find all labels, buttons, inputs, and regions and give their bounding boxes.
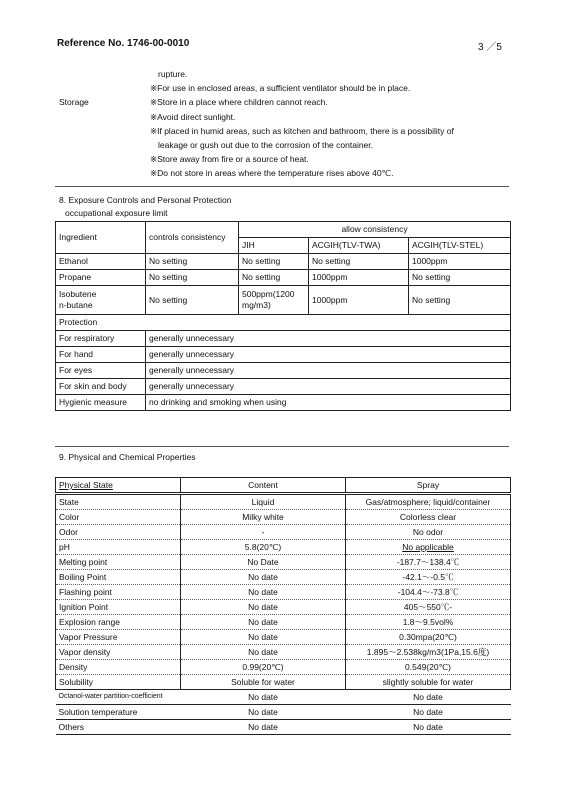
cell	[56, 286, 146, 315]
cell: 1000ppm	[309, 286, 409, 315]
cell: No date	[181, 645, 346, 660]
reference-number: Reference No. 1746-00-0010	[57, 38, 190, 49]
cell: Others	[56, 720, 181, 735]
exposure-table	[55, 221, 511, 411]
cell: No setting	[146, 254, 239, 270]
col-stel: ACGIH(TLV-STEL)	[409, 238, 511, 254]
table-row	[56, 720, 511, 735]
table-row	[56, 615, 511, 630]
cell: -	[181, 525, 346, 540]
table-row	[56, 315, 511, 331]
storage-line: ※Store in a place where children cannot reach.	[150, 97, 328, 108]
cell: pH	[56, 540, 181, 555]
cell-line: 500ppm(1200	[242, 289, 295, 299]
page-number: 3 ／5	[478, 42, 502, 53]
protection-label: Protection	[56, 315, 511, 331]
cell: generally unnecessary	[146, 363, 511, 379]
cell: 5.8(20℃)	[181, 540, 346, 555]
cell: 1000ppm	[309, 270, 409, 286]
cell: No date	[346, 705, 511, 720]
table-row	[56, 494, 511, 510]
cell: No date	[181, 720, 346, 735]
cell: Colorless clear	[346, 510, 511, 525]
cell: No date	[181, 705, 346, 720]
cell: No date	[181, 570, 346, 585]
cell: Propane	[56, 270, 146, 286]
cell: -42.1～-0.5℃	[346, 570, 511, 585]
table-row	[56, 379, 511, 395]
storage-line: ※Store away from fire or a source of heat.	[150, 154, 309, 165]
cell: 1.895～2.538kg/m3(1Pa,15.6度)	[346, 645, 511, 660]
table-row	[56, 363, 511, 379]
cell: 1.8～9.5vol%	[346, 615, 511, 630]
section-9-title: 9. Physical and Chemical Properties	[59, 452, 196, 462]
cell: No setting	[239, 254, 309, 270]
cell-line: n-butane	[59, 300, 93, 310]
cell: State	[56, 494, 181, 510]
divider	[55, 446, 509, 447]
section-8-subtitle: occupational exposure limit	[65, 208, 168, 218]
cell: For hand	[56, 347, 146, 363]
table-header-row	[56, 478, 511, 494]
cell: 1000ppm	[409, 254, 511, 270]
col-twa: ACGIH(TLV-TWA)	[309, 238, 409, 254]
cell: Color	[56, 510, 181, 525]
cell: 0.99(20℃)	[181, 660, 346, 675]
table-row	[56, 525, 511, 540]
cell: Flashing point	[56, 585, 181, 600]
cell: No setting	[146, 270, 239, 286]
cell: generally unnecessary	[146, 379, 511, 395]
cell: generally unnecessary	[146, 331, 511, 347]
cell-line: Isobutene	[59, 289, 97, 299]
storage-line: ※For use in enclosed areas, a sufficient ventilator should be in place.	[150, 83, 411, 94]
cell: No setting	[409, 286, 511, 315]
table-row	[56, 645, 511, 660]
table-row	[56, 347, 511, 363]
table-row	[56, 660, 511, 675]
table-row	[56, 705, 511, 720]
cell: Milky white	[181, 510, 346, 525]
storage-line: rupture.	[158, 69, 188, 79]
cell: No setting	[146, 286, 239, 315]
cell: Solubility	[56, 675, 181, 690]
cell: Liquid	[181, 494, 346, 510]
cell: slightly soluble for water	[346, 675, 511, 690]
col-content: Content	[181, 478, 346, 494]
table-row	[56, 570, 511, 585]
storage-label: Storage	[59, 97, 89, 107]
table-row	[56, 675, 511, 690]
storage-line: ※If placed in humid areas, such as kitchen and bathroom, there is a possibility of	[150, 125, 454, 136]
col-jih: JIH	[239, 238, 309, 254]
cell: For skin and body	[56, 379, 146, 395]
table-row	[56, 510, 511, 525]
cell: No date	[181, 585, 346, 600]
table-row	[56, 600, 511, 615]
cell: No date	[181, 630, 346, 645]
cell: No date	[346, 690, 511, 705]
cell: For respiratory	[56, 331, 146, 347]
cell: Melting point	[56, 555, 181, 570]
cell: For eyes	[56, 363, 146, 379]
storage-instructions	[150, 67, 515, 181]
cell: No date	[181, 600, 346, 615]
divider	[55, 186, 509, 187]
table-row	[56, 286, 511, 315]
cell: Vapor Pressure	[56, 630, 181, 645]
cell: No date	[181, 615, 346, 630]
table-row	[56, 254, 511, 270]
cell: No setting	[409, 270, 511, 286]
table-row	[56, 331, 511, 347]
table-row	[56, 555, 511, 570]
col-spray: Spray	[346, 478, 511, 494]
cell: No date	[181, 690, 346, 705]
cell: Ethanol	[56, 254, 146, 270]
cell: Octanol-water partition-coefficient	[56, 690, 181, 705]
cell: Explosion range	[56, 615, 181, 630]
table-row	[56, 540, 511, 555]
cell: Boiling Point	[56, 570, 181, 585]
cell-line: mg/m3)	[242, 300, 271, 310]
cell: Solution temperature	[56, 705, 181, 720]
cell: 0.30mpa(20℃)	[346, 630, 511, 645]
storage-line: leakage or gush out due to the corrosion of the container.	[158, 140, 374, 151]
properties-table	[55, 477, 511, 735]
cell: No setting	[239, 270, 309, 286]
table-row	[56, 395, 511, 411]
table-row	[56, 690, 511, 705]
cell: Hygienic measure	[56, 395, 146, 411]
cell: No date	[346, 720, 511, 735]
cell: No setting	[309, 254, 409, 270]
cell	[239, 286, 309, 315]
cell: Density	[56, 660, 181, 675]
table-row	[56, 270, 511, 286]
storage-line: ※Do not store in areas where the temperature rises above 40℃.	[150, 168, 394, 179]
cell: Gas/atmosphere; liquid/container	[346, 494, 511, 510]
table-row	[56, 630, 511, 645]
cell: generally unnecessary	[146, 347, 511, 363]
section-8-title: 8. Exposure Controls and Personal Protection	[59, 195, 232, 205]
cell: 405～550℃-	[346, 600, 511, 615]
cell: No odor	[346, 525, 511, 540]
cell: Vapor density	[56, 645, 181, 660]
cell: -104.4～-73.8℃	[346, 585, 511, 600]
col-ingredient: Ingredient	[56, 222, 146, 254]
cell: Soluble for water	[181, 675, 346, 690]
cell: Odor	[56, 525, 181, 540]
col-allow: allow consistency	[239, 222, 511, 238]
cell: No Date	[181, 555, 346, 570]
cell: -187.7～138.4℃	[346, 555, 511, 570]
cell: no drinking and smoking when using	[146, 395, 511, 411]
col-controls: controls consistency	[146, 222, 239, 254]
storage-line: ※Avoid direct sunlight.	[150, 111, 236, 122]
table-row	[56, 585, 511, 600]
cell: Ignition Point	[56, 600, 181, 615]
col-physical-state: Physical State	[56, 478, 181, 494]
cell: No applicable	[346, 540, 511, 555]
cell: 0.549(20℃)	[346, 660, 511, 675]
